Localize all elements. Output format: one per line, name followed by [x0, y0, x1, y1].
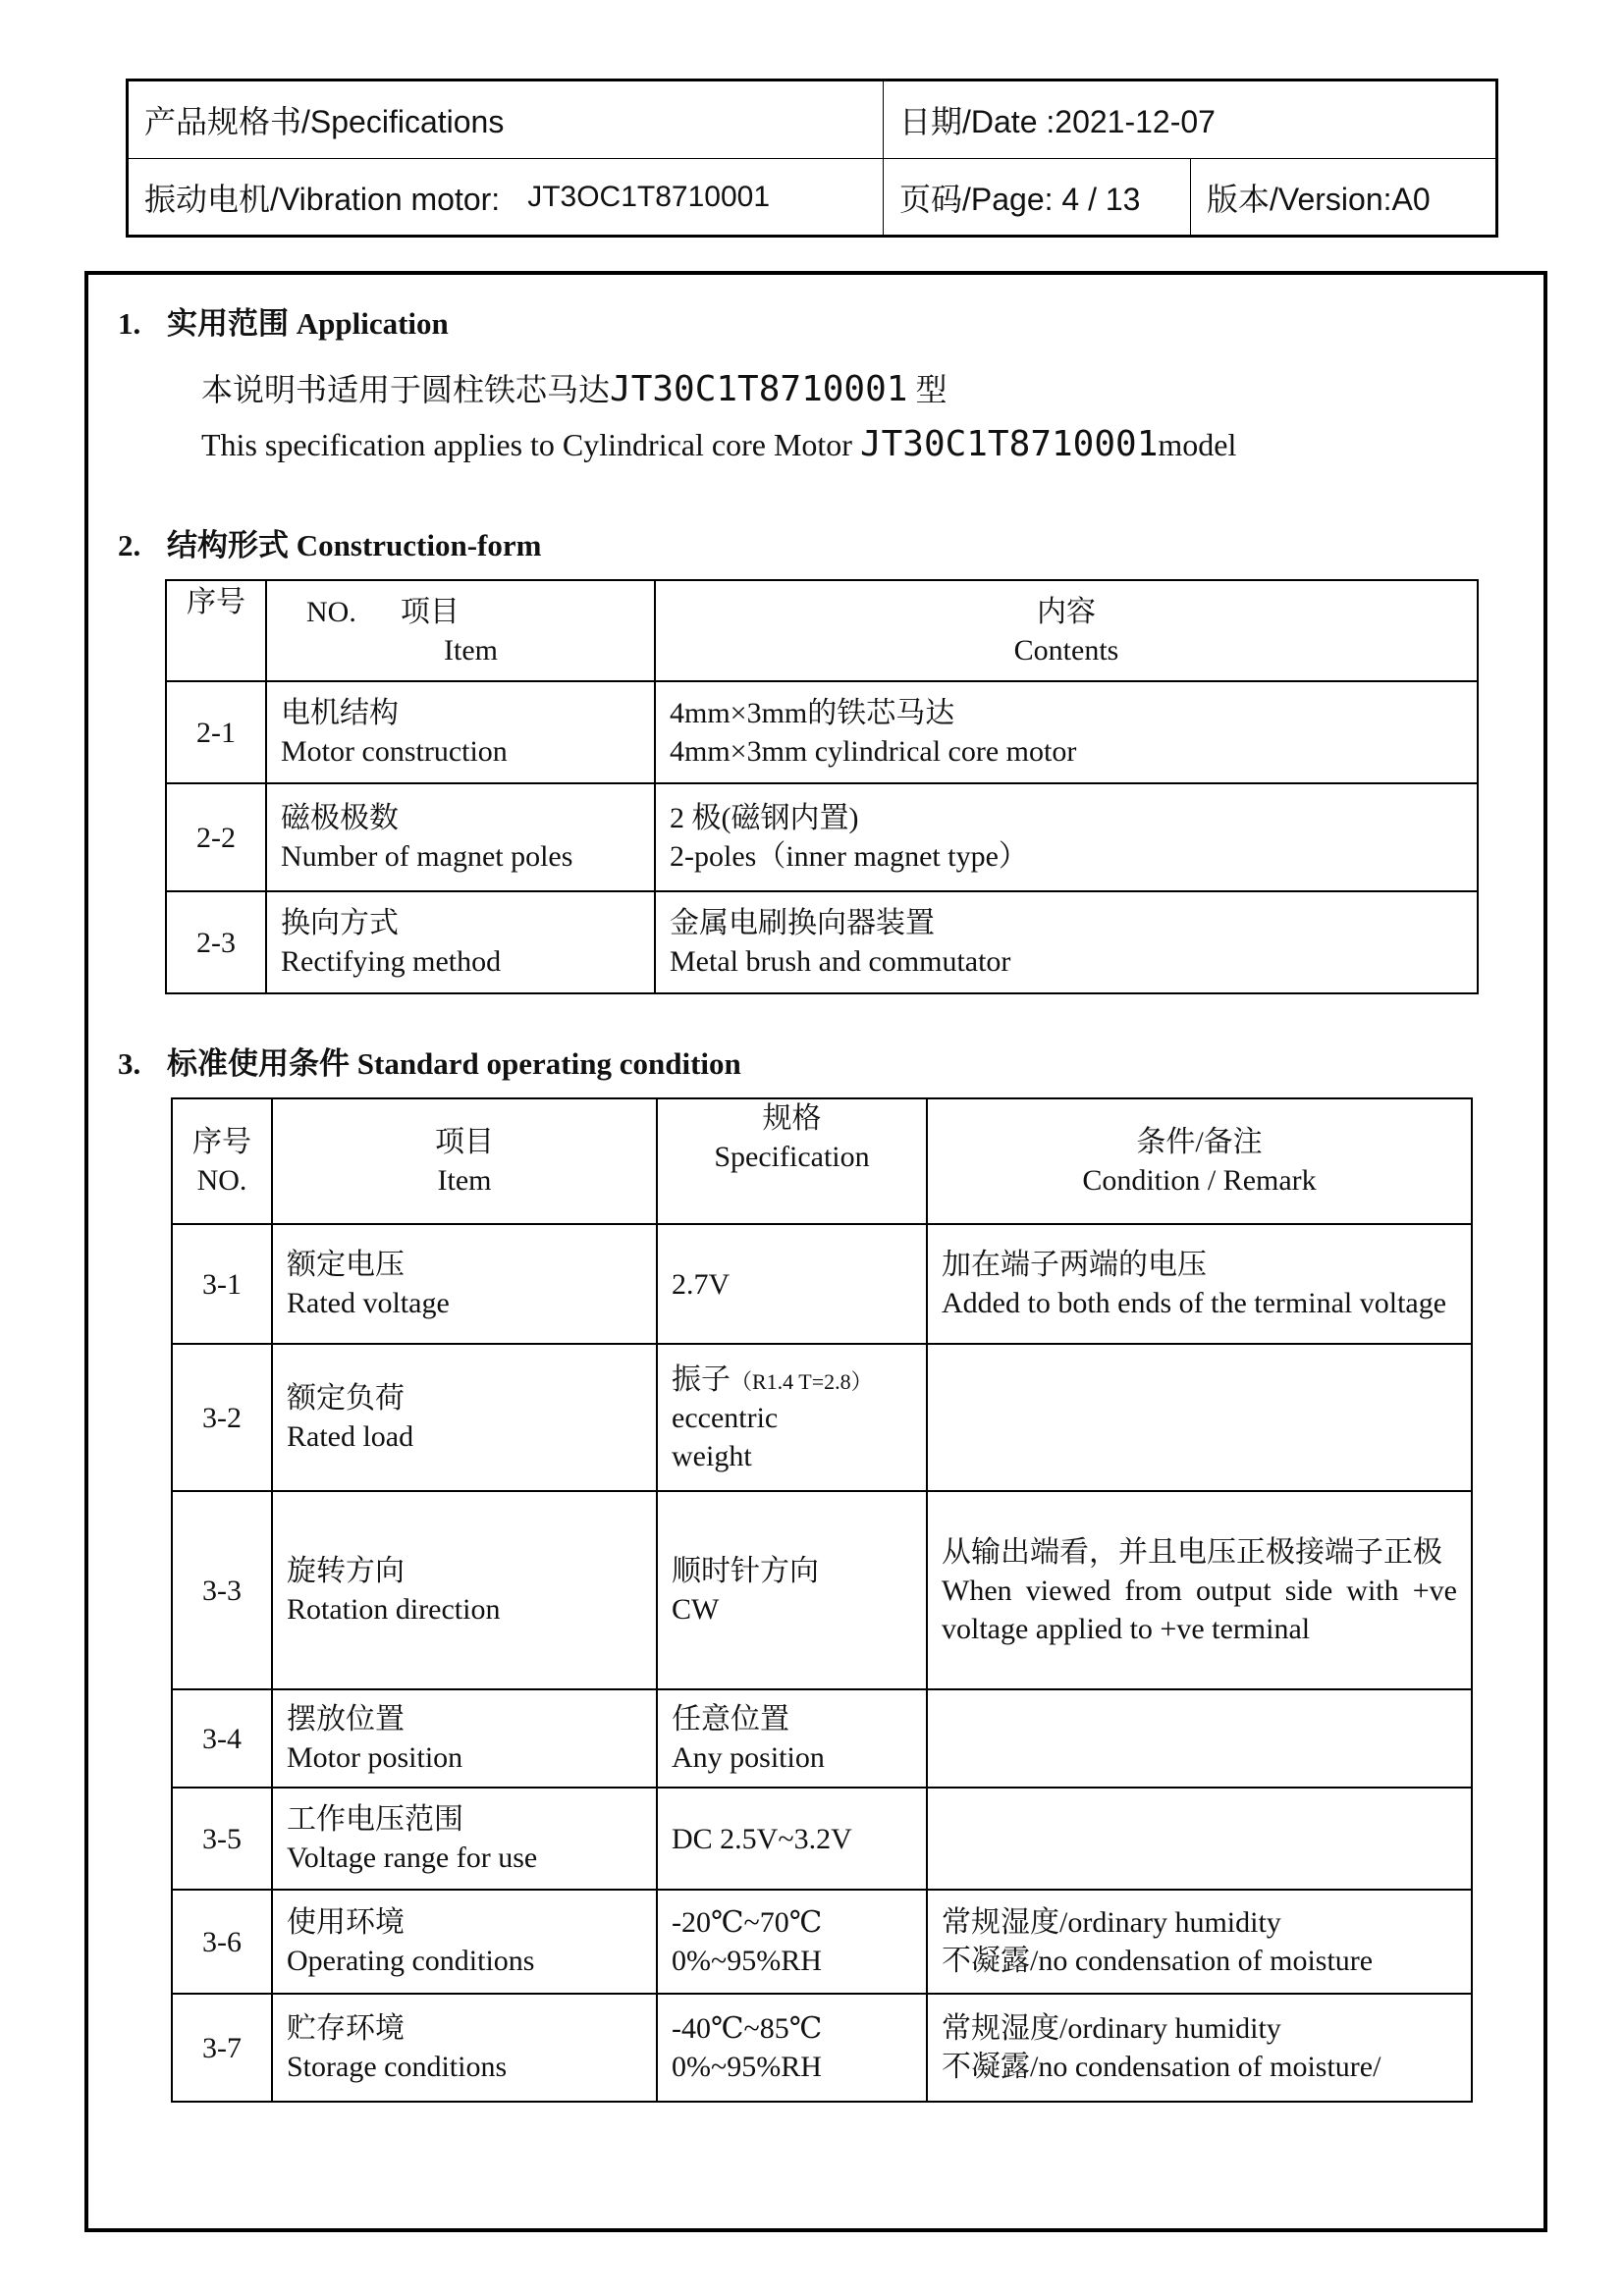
row-item-cn: 工作电压范围 — [287, 1803, 463, 1836]
row-number: 2-2 — [166, 783, 266, 891]
row-item-cn: 换向方式 — [281, 907, 399, 939]
row-condition-cn: 从输出端看，并且电压正极接端子正极 — [942, 1535, 1442, 1569]
row-item-en: Operating conditions — [287, 1945, 535, 1977]
header-row-1 — [129, 81, 1495, 159]
row-spec — [657, 1994, 927, 2102]
header-no — [172, 1098, 272, 1224]
row-content-cn: 金属电刷换向器装置 — [670, 907, 935, 939]
section-3-heading: 标准使用条件 Standard operating condition — [167, 1046, 741, 1081]
row-condition-en: When viewed from output side with +ve voltage applied to +ve terminal — [942, 1574, 1457, 1645]
row-condition — [927, 1788, 1472, 1890]
header-row-2 — [129, 159, 1495, 235]
row-spec: DC 2.5V~3.2V — [657, 1788, 927, 1890]
table-row — [166, 783, 1478, 891]
row-spec-temp: -40℃~85℃ — [672, 2012, 823, 2045]
row-item-cn: 额定电压 — [287, 1249, 405, 1281]
row-condition — [927, 1224, 1472, 1344]
model-number: JT3OC1T8710001 — [527, 180, 771, 213]
row-item-cn: 磁极极数 — [281, 802, 399, 834]
section-2-title — [118, 520, 541, 564]
row-item-en: Rectifying method — [281, 945, 502, 978]
application-cn — [201, 365, 947, 410]
document-header — [126, 79, 1498, 238]
header-condition — [927, 1098, 1472, 1224]
table-row — [172, 1491, 1472, 1689]
row-spec-line1 — [672, 1361, 912, 1399]
row-condition — [927, 1491, 1472, 1689]
table-header-row — [172, 1098, 1472, 1224]
row-item-en: Rotation direction — [287, 1593, 501, 1626]
application-en-model: JT30C1T8710001 — [859, 424, 1159, 464]
section-2-heading: 结构形式 Construction-form — [167, 528, 542, 562]
header-item-cn: 项目 — [435, 1126, 494, 1158]
row-spec-humidity: 0%~95%RH — [672, 2051, 822, 2083]
header-spec — [657, 1098, 927, 1224]
table-row — [172, 1788, 1472, 1890]
row-item — [272, 1224, 657, 1344]
application-en-text: This specification applies to Cylindrical core Motor — [201, 427, 860, 462]
header-condition-cn: 条件/备注 — [1136, 1126, 1263, 1158]
table-row — [172, 1994, 1472, 2102]
row-number: 3-6 — [172, 1890, 272, 1994]
table-row — [166, 681, 1478, 783]
header-contents-cn: 内容 — [1037, 595, 1096, 628]
row-spec: 2.7V — [657, 1224, 927, 1344]
row-condition-1: 常规湿度/ordinary humidity — [942, 1906, 1281, 1939]
table-row — [172, 1224, 1472, 1344]
row-spec-cn: 任意位置 — [672, 1703, 789, 1735]
header-spec-cn: 规格 — [762, 1102, 822, 1135]
row-spec-cn: 顺时针方向 — [672, 1555, 819, 1587]
header-contents — [655, 580, 1478, 681]
row-item-en: Motor construction — [281, 735, 508, 768]
row-content — [655, 891, 1478, 993]
application-cn-model: JT30C1T8710001 — [610, 369, 908, 409]
row-item-en: Voltage range for use — [287, 1842, 538, 1874]
row-item-cn: 使用环境 — [287, 1906, 405, 1939]
row-number: 3-7 — [172, 1994, 272, 2102]
row-item-cn: 贮存环境 — [287, 2012, 405, 2045]
row-item — [272, 1890, 657, 1994]
row-item-en: Rated load — [287, 1420, 414, 1453]
section-3-number: 3. — [118, 1046, 141, 1081]
row-spec-humidity: 0%~95%RH — [672, 1945, 822, 1977]
row-condition-en: Added to both ends of the terminal voltage — [942, 1287, 1447, 1319]
row-number: 2-3 — [166, 891, 266, 993]
construction-table — [165, 579, 1479, 994]
row-number: 3-4 — [172, 1689, 272, 1788]
header-spec-en: Specification — [714, 1141, 870, 1173]
row-condition-2: 不凝露/no condensation of moisture/ — [942, 2051, 1381, 2083]
row-content-en: 4mm×3mm cylindrical core motor — [670, 735, 1077, 768]
row-spec-note: （R1.4 T=2.8） — [731, 1368, 873, 1394]
row-item — [272, 1344, 657, 1491]
operating-condition-table — [171, 1097, 1473, 2103]
header-no — [166, 580, 266, 681]
header-item-cn: 项目 — [400, 595, 460, 628]
row-condition — [927, 1689, 1472, 1788]
row-item — [266, 891, 655, 993]
row-item — [266, 681, 655, 783]
row-content-cn: 2 极(磁钢内置) — [670, 802, 859, 834]
row-content-en: 2-poles（inner magnet type） — [670, 840, 1028, 873]
row-item — [272, 1689, 657, 1788]
row-item-en: Number of magnet poles — [281, 840, 573, 873]
application-cn-text: 本说明书适用于圆柱铁芯马达 — [201, 372, 611, 407]
row-spec — [657, 1491, 927, 1689]
product-cell — [129, 159, 884, 235]
row-item-en: Rated voltage — [287, 1287, 450, 1319]
row-condition-2: 不凝露/no condensation of moisture — [942, 1945, 1374, 1977]
row-item-en: Motor position — [287, 1741, 463, 1774]
spec-title: 产品规格书/Specifications — [129, 81, 884, 158]
header-no-cn: 序号 — [192, 1126, 251, 1158]
document-date: 日期/Date :2021-12-07 — [899, 104, 1216, 139]
row-spec-en-2: weight — [672, 1439, 752, 1472]
row-item-cn: 电机结构 — [281, 697, 399, 729]
row-spec-en: Any position — [672, 1741, 825, 1774]
header-item-line1 — [306, 593, 640, 631]
header-contents-en: Contents — [1013, 633, 1119, 667]
table-row — [172, 1890, 1472, 1994]
row-item — [266, 783, 655, 891]
application-en — [201, 424, 1236, 464]
page-number: 页码/Page: 4 / 13 — [884, 159, 1191, 235]
row-spec — [657, 1890, 927, 1994]
row-number: 3-5 — [172, 1788, 272, 1890]
header-no-cn: 序号 — [187, 586, 245, 618]
application-en-suffix: model — [1158, 427, 1237, 462]
row-content — [655, 783, 1478, 891]
row-item — [272, 1994, 657, 2102]
row-number: 3-3 — [172, 1491, 272, 1689]
table-row — [172, 1689, 1472, 1788]
row-item-cn: 摆放位置 — [287, 1703, 405, 1735]
row-condition-cn: 加在端子两端的电压 — [942, 1249, 1207, 1281]
header-item — [266, 580, 655, 681]
row-content-cn: 4mm×3mm的铁芯马达 — [670, 697, 955, 729]
section-1-heading: 实用范围 Application — [167, 306, 449, 341]
row-number: 3-2 — [172, 1344, 272, 1491]
row-item-en: Storage conditions — [287, 2051, 508, 2083]
row-item — [272, 1491, 657, 1689]
table-header-row — [166, 580, 1478, 681]
row-number: 3-1 — [172, 1224, 272, 1344]
row-content — [655, 681, 1478, 783]
row-item-cn: 旋转方向 — [287, 1555, 405, 1587]
header-item-en: Item — [444, 633, 498, 667]
row-spec-en: CW — [672, 1593, 720, 1626]
application-cn-suffix: 型 — [907, 372, 947, 407]
document-version: 版本/Version:A0 — [1207, 181, 1431, 217]
row-condition — [927, 1994, 1472, 2102]
row-spec-cn: 振子 — [672, 1362, 731, 1396]
content-frame — [84, 271, 1547, 2232]
header-item — [272, 1098, 657, 1224]
row-item — [272, 1788, 657, 1890]
table-row — [172, 1344, 1472, 1491]
row-condition-1: 常规湿度/ordinary humidity — [942, 2012, 1281, 2045]
product-label: 振动电机/Vibration motor: — [144, 181, 501, 217]
row-spec — [657, 1689, 927, 1788]
row-content-en: Metal brush and commutator — [670, 945, 1011, 978]
section-2-number: 2. — [118, 528, 141, 562]
header-no-en: NO. — [306, 595, 356, 628]
table-row — [166, 891, 1478, 993]
row-number: 2-1 — [166, 681, 266, 783]
row-spec — [657, 1344, 927, 1491]
row-condition — [927, 1890, 1472, 1994]
row-spec-temp: -20℃~70℃ — [672, 1906, 823, 1939]
section-1-number: 1. — [118, 306, 141, 341]
header-item-en: Item — [437, 1164, 492, 1197]
row-condition — [927, 1344, 1472, 1491]
row-item-cn: 额定负荷 — [287, 1382, 405, 1415]
header-condition-en: Condition / Remark — [1082, 1164, 1317, 1197]
section-1-title — [118, 298, 449, 343]
header-no-en: NO. — [196, 1164, 247, 1197]
section-3-title — [118, 1039, 741, 1083]
row-spec-en-1: eccentric — [672, 1401, 779, 1434]
